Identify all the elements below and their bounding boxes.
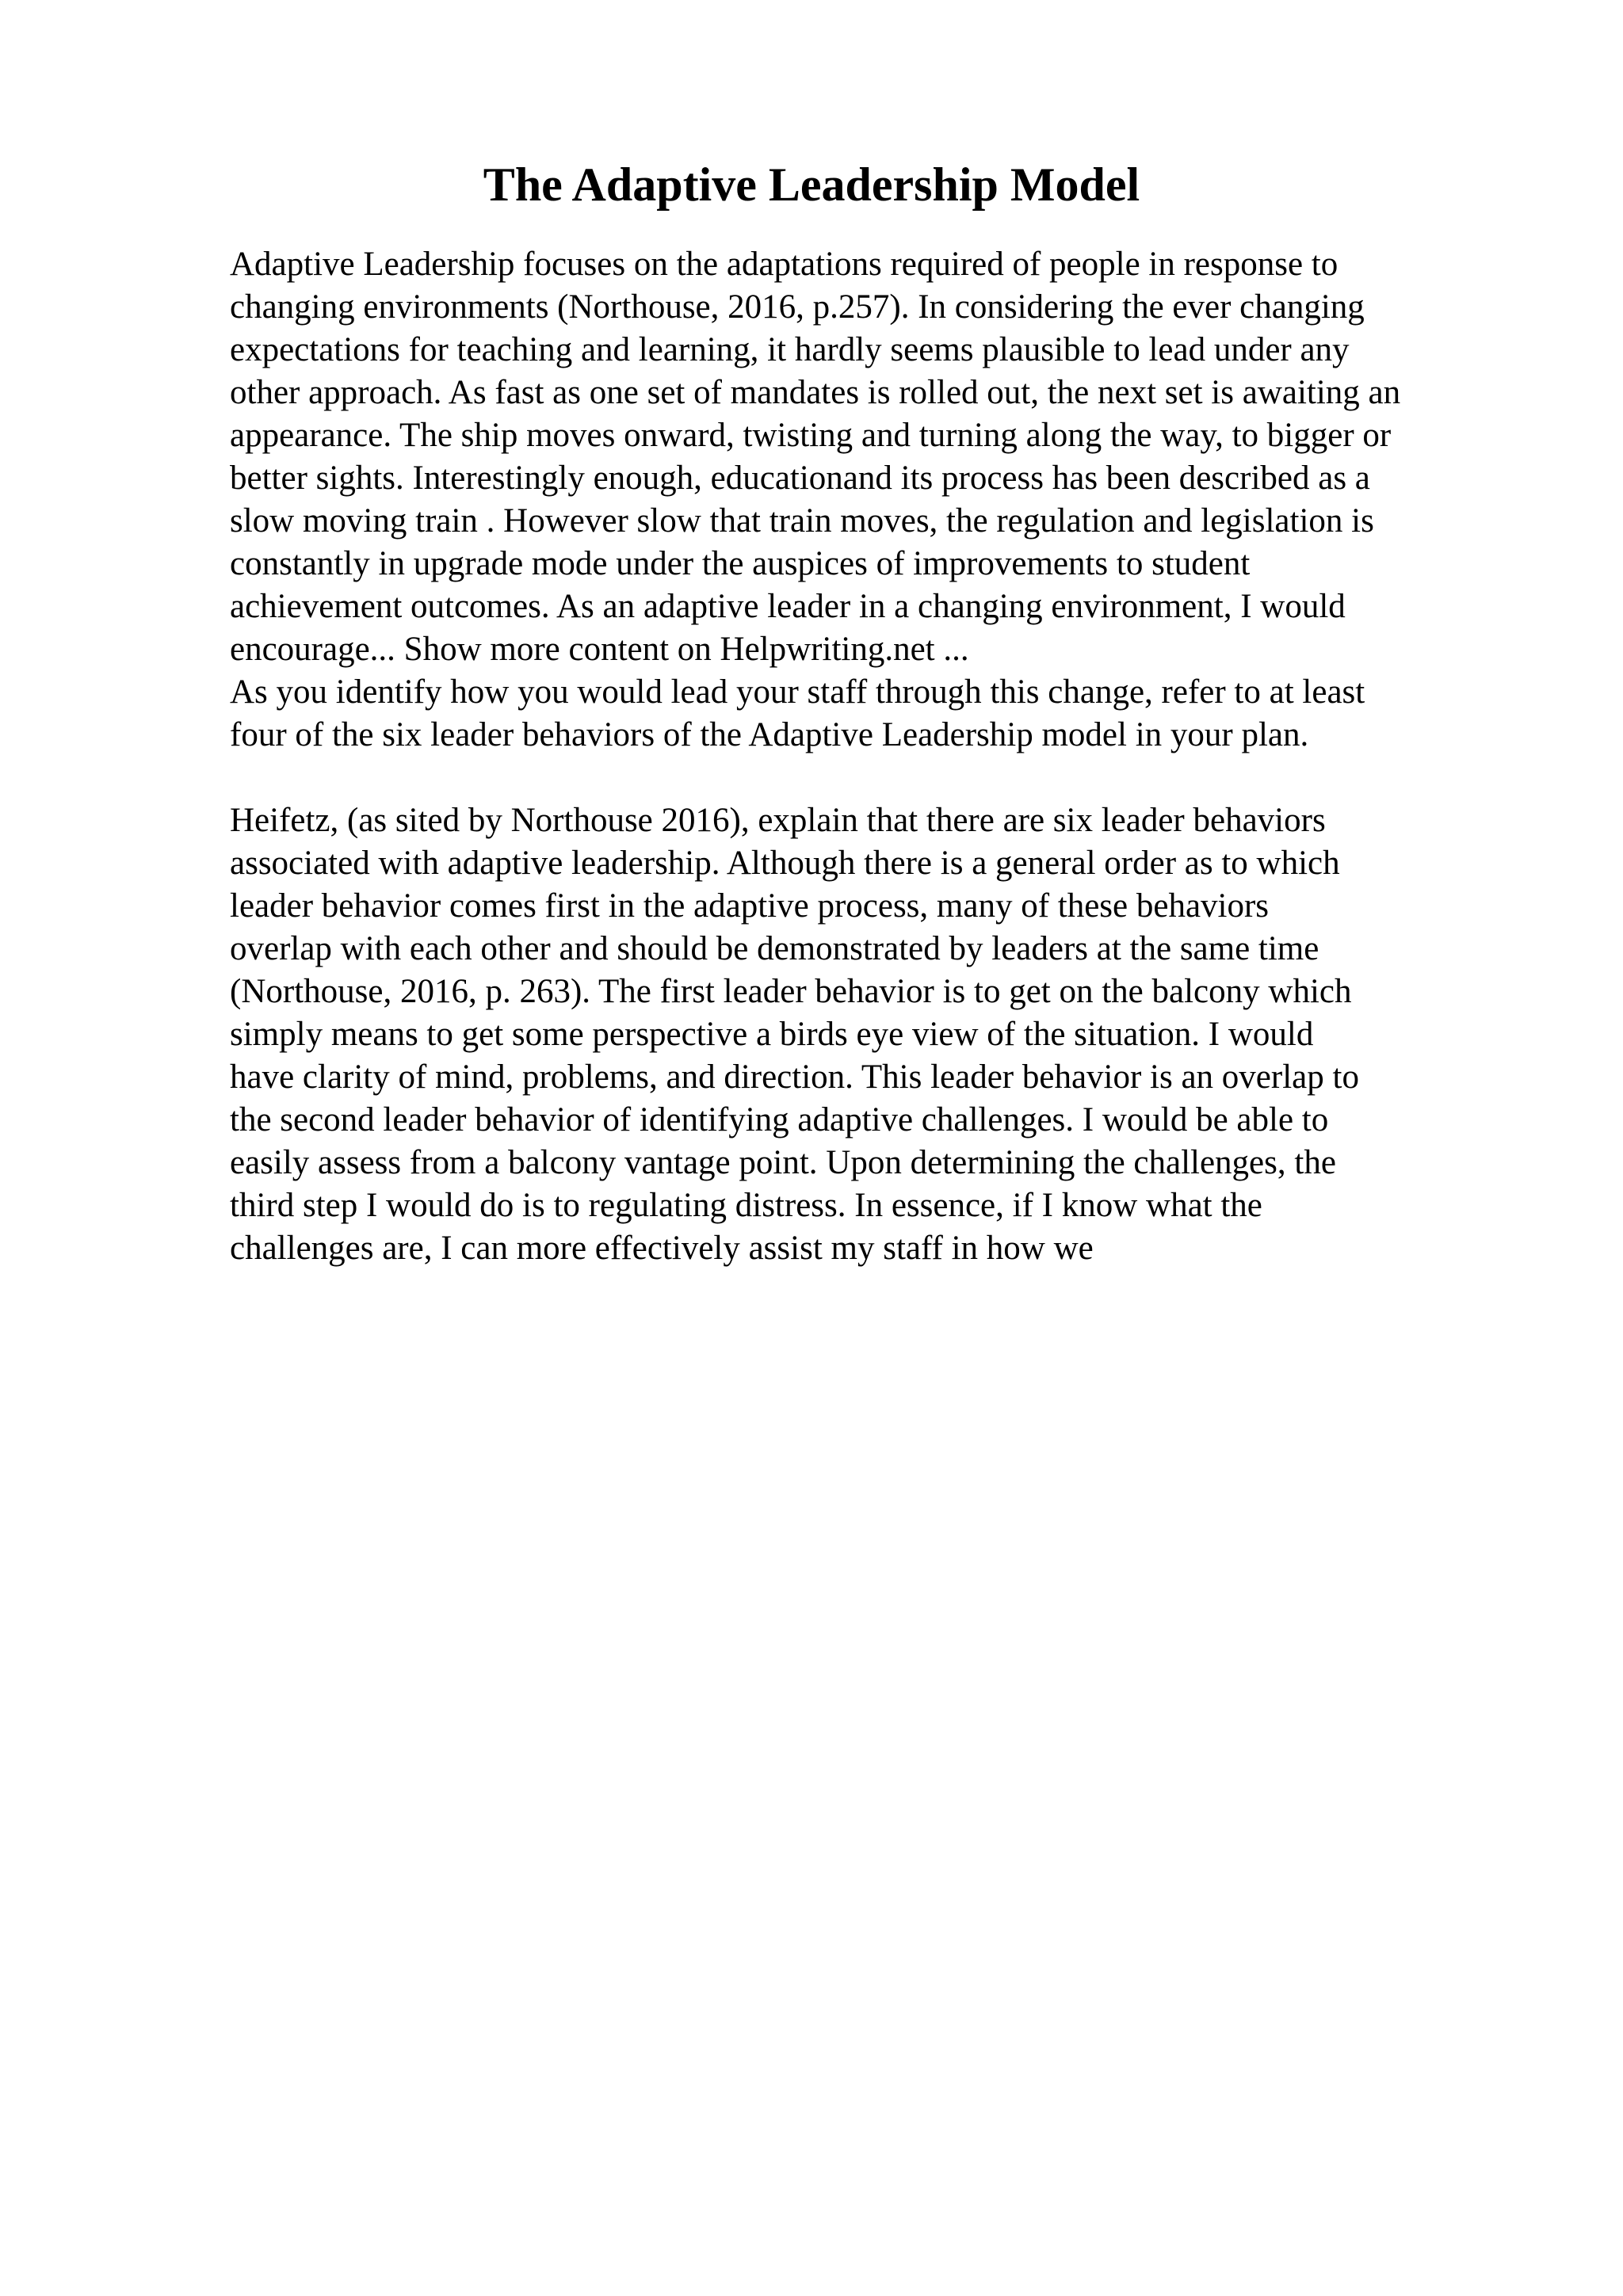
paragraph-spacer xyxy=(230,757,1514,799)
text-line: have clarity of mind, problems, and direction. This leader behavior is an overlap to xyxy=(230,1058,1359,1096)
text-line: achievement outcomes. As an adaptive leader in a changing environment, I would xyxy=(230,588,1346,625)
text-line: easily assess from a balcony vantage point. Upon determining the challenges, the xyxy=(230,1144,1336,1181)
paragraph-intro xyxy=(230,243,1514,671)
text-line: simply means to get some perspective a birds eye view of the situation. I would xyxy=(230,1016,1314,1053)
text-line: As you identify how you would lead your staff through this change, refer to at least xyxy=(230,673,1365,711)
page-title: The Adaptive Leadership Model xyxy=(483,158,1140,211)
text-line: changing environments (Northouse, 2016, p.257). In considering the ever changing xyxy=(230,288,1365,326)
text-line: slow moving train . However slow that train moves, the regulation and legislation is xyxy=(230,502,1374,540)
text-line: expectations for teaching and learning, it hardly seems plausible to lead under any xyxy=(230,331,1350,368)
text-line: third step I would do is to regulating distress. In essence, if I know what the xyxy=(230,1187,1262,1224)
text-line: Adaptive Leadership focuses on the adaptations required of people in response to xyxy=(230,246,1338,283)
text-line: better sights. Interestingly enough, educationand its process has been described as a xyxy=(230,460,1370,497)
text-line: appearance. The ship moves onward, twisting and turning along the way, to bigger or xyxy=(230,417,1392,454)
text-line: Heifetz, (as sited by Northouse 2016), explain that there are six leader behaviors xyxy=(230,802,1326,839)
document-body xyxy=(230,243,1514,1270)
paragraph-response xyxy=(230,799,1514,1270)
text-line: challenges are, I can more effectively assist my staff in how we xyxy=(230,1230,1094,1267)
text-line: leader behavior comes first in the adaptive process, many of these behaviors xyxy=(230,887,1270,925)
text-line: overlap with each other and should be demonstrated by leaders at the same time xyxy=(230,930,1319,967)
text-line: four of the six leader behaviors of the Adaptive Leadership model in your plan. xyxy=(230,716,1309,753)
text-line: encourage... Show more content on Helpwriting.net ... xyxy=(230,631,969,668)
text-line: (Northouse, 2016, p. 263). The first leader behavior is to get on the balcony which xyxy=(230,973,1352,1010)
paragraph-prompt xyxy=(230,671,1514,757)
text-line: the second leader behavior of identifying adaptive challenges. I would be able to xyxy=(230,1101,1329,1138)
text-line: associated with adaptive leadership. Although there is a general order as to which xyxy=(230,845,1340,882)
text-line: constantly in upgrade mode under the auspices of improvements to student xyxy=(230,545,1251,582)
text-line: other approach. As fast as one set of mandates is rolled out, the next set is awaiting an xyxy=(230,374,1401,411)
